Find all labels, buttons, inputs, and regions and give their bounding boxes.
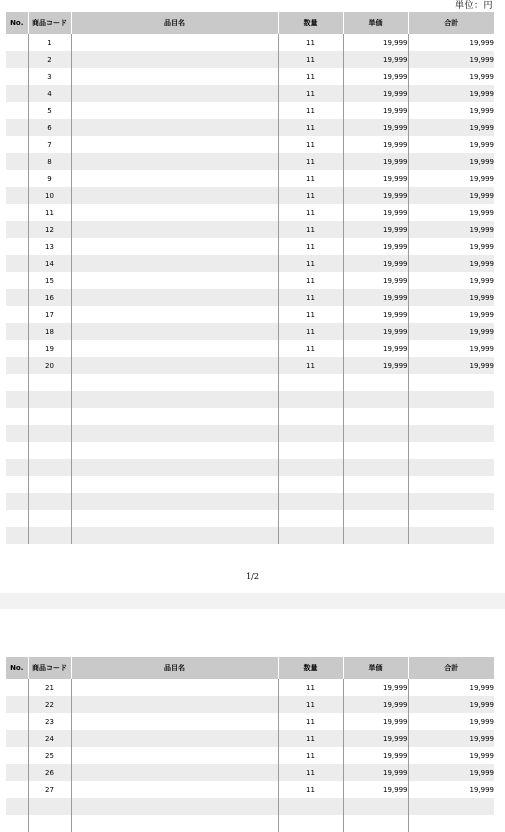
unit-label: 単位：円 — [454, 1, 493, 11]
cell-qty — [278, 391, 343, 408]
cell-qty: 11 — [278, 306, 343, 323]
table-row — [6, 340, 494, 357]
table-row — [6, 730, 494, 747]
cell-qty — [278, 442, 343, 459]
cell-price: 19,999 — [343, 696, 408, 713]
cell-name — [71, 798, 278, 815]
cell-qty: 11 — [278, 238, 343, 255]
cell-code: 21 — [28, 679, 71, 696]
cell-code — [28, 442, 71, 459]
cell-price — [343, 459, 408, 476]
table-row — [6, 459, 494, 476]
cell-qty — [278, 527, 343, 544]
cell-no — [6, 357, 28, 374]
cell-no — [6, 51, 28, 68]
cell-name — [71, 408, 278, 425]
cell-name — [71, 170, 278, 187]
table-row — [6, 374, 494, 391]
cell-name — [71, 510, 278, 527]
cell-qty — [278, 408, 343, 425]
cell-total: 19,999 — [408, 357, 494, 374]
cell-qty: 11 — [278, 764, 343, 781]
cell-name — [71, 204, 278, 221]
cell-total — [408, 391, 494, 408]
cell-name — [71, 459, 278, 476]
table-row — [6, 51, 494, 68]
cell-no — [6, 119, 28, 136]
cell-total — [408, 425, 494, 442]
cell-price — [343, 391, 408, 408]
cell-qty: 11 — [278, 272, 343, 289]
cell-code — [28, 476, 71, 493]
cell-no — [6, 323, 28, 340]
cell-price: 19,999 — [343, 764, 408, 781]
items-table-page-1 — [6, 12, 494, 544]
cell-no — [6, 136, 28, 153]
cell-no — [6, 221, 28, 238]
cell-qty: 11 — [278, 187, 343, 204]
table-row — [6, 679, 494, 696]
cell-no — [6, 34, 28, 51]
table-row — [6, 425, 494, 442]
cell-name — [71, 306, 278, 323]
table-header-row — [6, 12, 494, 34]
cell-code: 20 — [28, 357, 71, 374]
cell-no — [6, 493, 28, 510]
cell-total — [408, 815, 494, 832]
cell-total: 19,999 — [408, 713, 494, 730]
cell-qty: 11 — [278, 119, 343, 136]
cell-price — [343, 493, 408, 510]
cell-qty: 11 — [278, 136, 343, 153]
cell-total: 19,999 — [408, 747, 494, 764]
cell-name — [71, 374, 278, 391]
cell-qty: 11 — [278, 340, 343, 357]
cell-qty: 11 — [278, 68, 343, 85]
cell-total: 19,999 — [408, 323, 494, 340]
cell-no — [6, 696, 28, 713]
cell-price: 19,999 — [343, 713, 408, 730]
cell-qty: 11 — [278, 323, 343, 340]
cell-price: 19,999 — [343, 238, 408, 255]
cell-qty: 11 — [278, 51, 343, 68]
cell-name — [71, 442, 278, 459]
table-header-row — [6, 657, 494, 679]
cell-price — [343, 815, 408, 832]
page-number: 1/2 — [246, 572, 259, 581]
cell-price: 19,999 — [343, 170, 408, 187]
cell-total — [408, 442, 494, 459]
cell-price: 19,999 — [343, 221, 408, 238]
cell-no — [6, 476, 28, 493]
col-header-price: 単価 — [343, 12, 408, 34]
cell-total: 19,999 — [408, 764, 494, 781]
col-header-qty: 数量 — [278, 657, 343, 679]
table-row — [6, 747, 494, 764]
cell-total: 19,999 — [408, 781, 494, 798]
cell-price: 19,999 — [343, 730, 408, 747]
table-row — [6, 493, 494, 510]
cell-price: 19,999 — [343, 340, 408, 357]
col-header-qty: 数量 — [278, 12, 343, 34]
cell-qty — [278, 815, 343, 832]
cell-qty — [278, 425, 343, 442]
cell-no — [6, 527, 28, 544]
cell-price: 19,999 — [343, 136, 408, 153]
cell-price: 19,999 — [343, 204, 408, 221]
table-row — [6, 34, 494, 51]
cell-no — [6, 272, 28, 289]
cell-qty — [278, 798, 343, 815]
items-table-page-2 — [6, 657, 494, 832]
cell-total — [408, 798, 494, 815]
cell-code: 17 — [28, 306, 71, 323]
table-row — [6, 781, 494, 798]
cell-total: 19,999 — [408, 102, 494, 119]
table-row — [6, 408, 494, 425]
cell-price: 19,999 — [343, 153, 408, 170]
cell-price — [343, 510, 408, 527]
cell-price: 19,999 — [343, 781, 408, 798]
cell-code: 2 — [28, 51, 71, 68]
table-row — [6, 510, 494, 527]
cell-total: 19,999 — [408, 51, 494, 68]
cell-code: 12 — [28, 221, 71, 238]
cell-name — [71, 476, 278, 493]
cell-price — [343, 442, 408, 459]
cell-total: 19,999 — [408, 187, 494, 204]
table-row — [6, 187, 494, 204]
table-row — [6, 255, 494, 272]
table-row — [6, 357, 494, 374]
cell-name — [71, 679, 278, 696]
table-row — [6, 136, 494, 153]
table-row — [6, 68, 494, 85]
cell-price: 19,999 — [343, 34, 408, 51]
table-row — [6, 815, 494, 832]
cell-code: 6 — [28, 119, 71, 136]
table-row — [6, 170, 494, 187]
col-header-name: 品目名 — [71, 657, 278, 679]
cell-price: 19,999 — [343, 289, 408, 306]
cell-code: 18 — [28, 323, 71, 340]
cell-name — [71, 68, 278, 85]
cell-total: 19,999 — [408, 119, 494, 136]
table-row — [6, 713, 494, 730]
cell-total: 19,999 — [408, 204, 494, 221]
cell-name — [71, 272, 278, 289]
cell-no — [6, 425, 28, 442]
cell-total: 19,999 — [408, 153, 494, 170]
cell-price: 19,999 — [343, 323, 408, 340]
cell-code: 5 — [28, 102, 71, 119]
cell-price — [343, 374, 408, 391]
table-row — [6, 221, 494, 238]
cell-code — [28, 798, 71, 815]
cell-price: 19,999 — [343, 119, 408, 136]
cell-no — [6, 85, 28, 102]
page-separator — [0, 593, 505, 609]
cell-total: 19,999 — [408, 696, 494, 713]
cell-qty: 11 — [278, 102, 343, 119]
table-row — [6, 102, 494, 119]
cell-name — [71, 136, 278, 153]
cell-total: 19,999 — [408, 289, 494, 306]
cell-price — [343, 527, 408, 544]
col-header-no: No. — [6, 12, 28, 34]
cell-total — [408, 527, 494, 544]
cell-code: 11 — [28, 204, 71, 221]
cell-name — [71, 221, 278, 238]
cell-total: 19,999 — [408, 136, 494, 153]
cell-qty: 11 — [278, 747, 343, 764]
cell-code — [28, 815, 71, 832]
cell-name — [71, 238, 278, 255]
cell-no — [6, 459, 28, 476]
cell-total: 19,999 — [408, 170, 494, 187]
table-row — [6, 85, 494, 102]
cell-price: 19,999 — [343, 747, 408, 764]
cell-name — [71, 357, 278, 374]
cell-total — [408, 374, 494, 391]
cell-qty: 11 — [278, 34, 343, 51]
cell-total: 19,999 — [408, 272, 494, 289]
cell-qty: 11 — [278, 730, 343, 747]
cell-name — [71, 255, 278, 272]
table-body — [6, 34, 494, 544]
cell-code: 25 — [28, 747, 71, 764]
cell-price: 19,999 — [343, 255, 408, 272]
cell-code: 3 — [28, 68, 71, 85]
cell-no — [6, 255, 28, 272]
cell-name — [71, 815, 278, 832]
cell-qty: 11 — [278, 696, 343, 713]
cell-total: 19,999 — [408, 679, 494, 696]
table-row — [6, 153, 494, 170]
cell-qty: 11 — [278, 289, 343, 306]
cell-no — [6, 764, 28, 781]
cell-name — [71, 119, 278, 136]
cell-name — [71, 493, 278, 510]
cell-code: 9 — [28, 170, 71, 187]
cell-no — [6, 170, 28, 187]
cell-no — [6, 238, 28, 255]
cell-price — [343, 476, 408, 493]
cell-price: 19,999 — [343, 187, 408, 204]
cell-no — [6, 408, 28, 425]
cell-qty: 11 — [278, 153, 343, 170]
cell-no — [6, 102, 28, 119]
cell-qty — [278, 374, 343, 391]
cell-name — [71, 747, 278, 764]
cell-name — [71, 51, 278, 68]
table-row — [6, 272, 494, 289]
cell-code: 1 — [28, 34, 71, 51]
cell-code: 23 — [28, 713, 71, 730]
cell-name — [71, 187, 278, 204]
cell-code — [28, 425, 71, 442]
col-header-code: 商品コード — [28, 12, 71, 34]
cell-price — [343, 798, 408, 815]
cell-qty: 11 — [278, 221, 343, 238]
cell-code — [28, 510, 71, 527]
table-row — [6, 527, 494, 544]
cell-no — [6, 713, 28, 730]
cell-price: 19,999 — [343, 679, 408, 696]
cell-no — [6, 730, 28, 747]
cell-code — [28, 374, 71, 391]
col-header-total: 合計 — [408, 12, 494, 34]
cell-price — [343, 408, 408, 425]
cell-total — [408, 493, 494, 510]
cell-total — [408, 476, 494, 493]
cell-price: 19,999 — [343, 357, 408, 374]
cell-qty: 11 — [278, 357, 343, 374]
cell-name — [71, 323, 278, 340]
cell-price: 19,999 — [343, 102, 408, 119]
cell-code: 8 — [28, 153, 71, 170]
col-header-price: 単価 — [343, 657, 408, 679]
table-row — [6, 798, 494, 815]
table-row — [6, 119, 494, 136]
cell-qty — [278, 510, 343, 527]
cell-name — [71, 527, 278, 544]
cell-code: 19 — [28, 340, 71, 357]
cell-qty: 11 — [278, 713, 343, 730]
cell-qty — [278, 476, 343, 493]
cell-name — [71, 85, 278, 102]
cell-total — [408, 459, 494, 476]
cell-qty: 11 — [278, 85, 343, 102]
cell-name — [71, 764, 278, 781]
cell-name — [71, 425, 278, 442]
table-row — [6, 204, 494, 221]
table-row — [6, 289, 494, 306]
cell-no — [6, 289, 28, 306]
col-header-no: No. — [6, 657, 28, 679]
cell-qty: 11 — [278, 204, 343, 221]
cell-qty: 11 — [278, 255, 343, 272]
cell-name — [71, 696, 278, 713]
cell-code — [28, 408, 71, 425]
cell-code: 16 — [28, 289, 71, 306]
cell-name — [71, 340, 278, 357]
cell-price — [343, 425, 408, 442]
cell-price: 19,999 — [343, 68, 408, 85]
cell-qty: 11 — [278, 170, 343, 187]
table-row — [6, 764, 494, 781]
cell-qty: 11 — [278, 679, 343, 696]
table-row — [6, 696, 494, 713]
cell-code — [28, 391, 71, 408]
cell-code — [28, 527, 71, 544]
table-row — [6, 323, 494, 340]
cell-code: 14 — [28, 255, 71, 272]
cell-code: 22 — [28, 696, 71, 713]
cell-qty — [278, 493, 343, 510]
table-row — [6, 306, 494, 323]
table-row — [6, 391, 494, 408]
cell-no — [6, 798, 28, 815]
col-header-code: 商品コード — [28, 657, 71, 679]
table-row — [6, 238, 494, 255]
cell-no — [6, 510, 28, 527]
cell-name — [71, 153, 278, 170]
cell-code: 10 — [28, 187, 71, 204]
cell-no — [6, 374, 28, 391]
cell-code: 26 — [28, 764, 71, 781]
cell-name — [71, 730, 278, 747]
cell-price: 19,999 — [343, 51, 408, 68]
cell-name — [71, 713, 278, 730]
cell-code: 15 — [28, 272, 71, 289]
cell-total: 19,999 — [408, 68, 494, 85]
cell-no — [6, 391, 28, 408]
cell-qty — [278, 459, 343, 476]
cell-name — [71, 289, 278, 306]
cell-no — [6, 815, 28, 832]
cell-name — [71, 102, 278, 119]
cell-name — [71, 781, 278, 798]
cell-no — [6, 204, 28, 221]
cell-price: 19,999 — [343, 85, 408, 102]
cell-no — [6, 747, 28, 764]
cell-total: 19,999 — [408, 306, 494, 323]
cell-no — [6, 781, 28, 798]
cell-no — [6, 68, 28, 85]
cell-no — [6, 306, 28, 323]
table-body — [6, 679, 494, 832]
cell-price: 19,999 — [343, 306, 408, 323]
cell-total: 19,999 — [408, 221, 494, 238]
cell-price: 19,999 — [343, 272, 408, 289]
cell-total — [408, 510, 494, 527]
cell-total: 19,999 — [408, 340, 494, 357]
cell-code: 13 — [28, 238, 71, 255]
cell-code — [28, 493, 71, 510]
cell-no — [6, 679, 28, 696]
cell-name — [71, 34, 278, 51]
cell-total: 19,999 — [408, 730, 494, 747]
table-row — [6, 442, 494, 459]
cell-code — [28, 459, 71, 476]
cell-no — [6, 153, 28, 170]
cell-code: 24 — [28, 730, 71, 747]
col-header-name: 品目名 — [71, 12, 278, 34]
col-header-total: 合計 — [408, 657, 494, 679]
cell-no — [6, 442, 28, 459]
cell-code: 4 — [28, 85, 71, 102]
table-row — [6, 476, 494, 493]
cell-total: 19,999 — [408, 85, 494, 102]
cell-name — [71, 391, 278, 408]
cell-no — [6, 340, 28, 357]
cell-total: 19,999 — [408, 255, 494, 272]
cell-no — [6, 187, 28, 204]
cell-code: 27 — [28, 781, 71, 798]
cell-code: 7 — [28, 136, 71, 153]
cell-total: 19,999 — [408, 34, 494, 51]
cell-qty: 11 — [278, 781, 343, 798]
cell-total: 19,999 — [408, 238, 494, 255]
cell-total — [408, 408, 494, 425]
